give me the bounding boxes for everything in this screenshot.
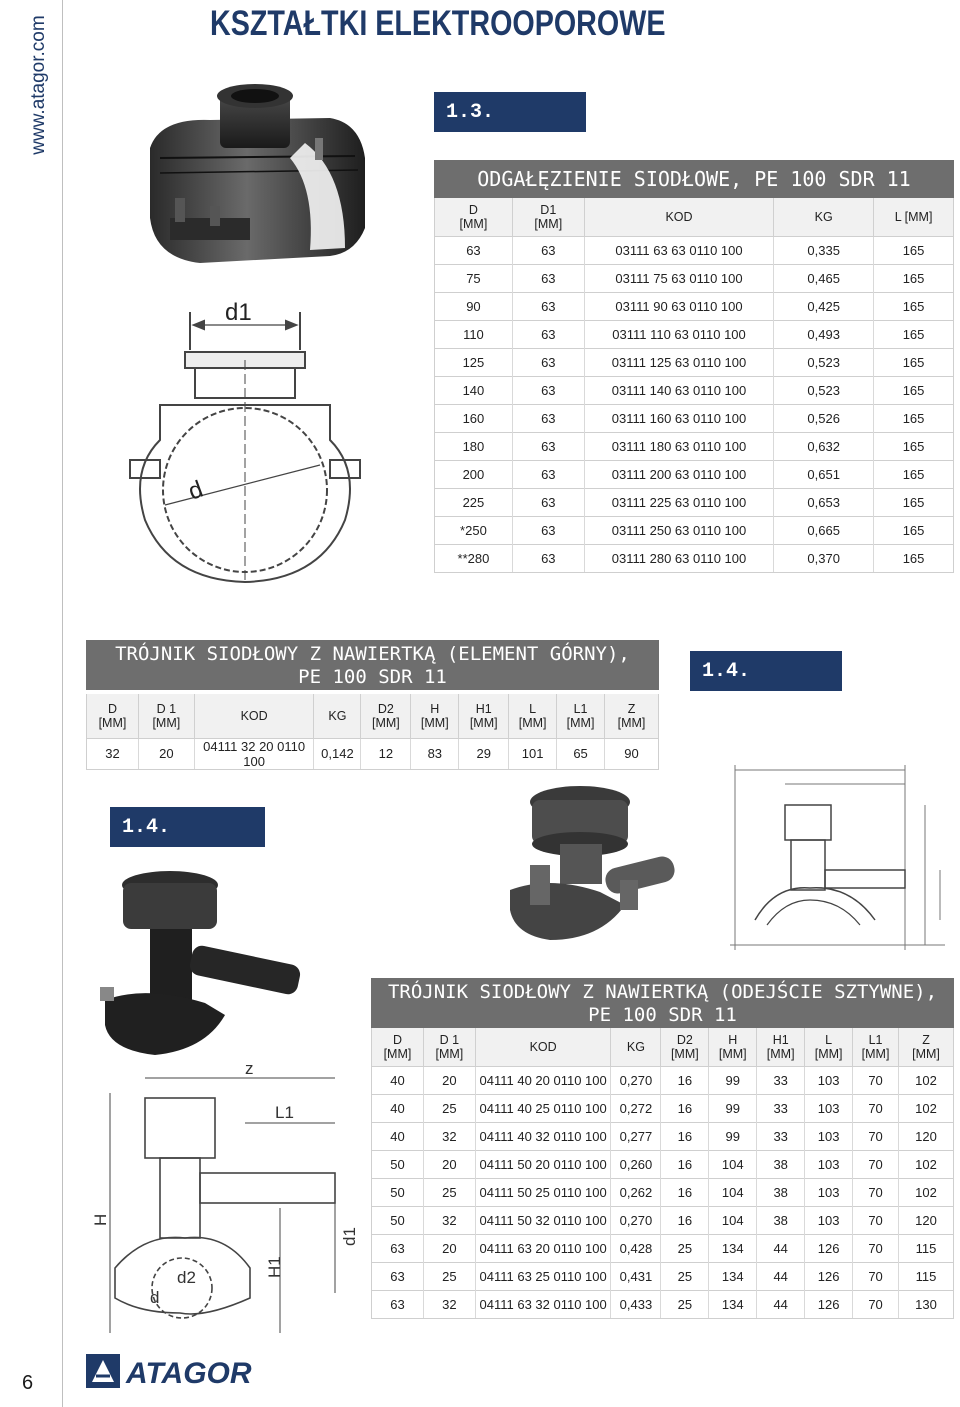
table-row [435, 320, 954, 348]
table-cell: 70 [853, 1290, 899, 1318]
table-cell: 0,493 [774, 320, 874, 348]
table-cell: 103 [805, 1150, 853, 1178]
table-row [435, 404, 954, 432]
table-row [435, 236, 954, 264]
table-cell: **280 [435, 544, 513, 572]
table-cell: 25 [661, 1290, 709, 1318]
column-header: D 1 [MM] [138, 694, 194, 738]
column-header: D 1 [MM] [423, 1028, 475, 1066]
table-row [372, 1122, 954, 1150]
table-cell: 0,425 [774, 292, 874, 320]
table-row [372, 1234, 954, 1262]
table-cell: 70 [853, 1234, 899, 1262]
table-cell: 126 [805, 1290, 853, 1318]
table-cell: 04111 50 20 0110 100 [475, 1150, 611, 1178]
table-cell: 0,270 [611, 1206, 661, 1234]
table-cell: 20 [423, 1234, 475, 1262]
table-cell: 50 [372, 1178, 424, 1206]
table-cell: 63 [512, 320, 584, 348]
table-cell: 103 [805, 1094, 853, 1122]
table-cell: 03111 225 63 0110 100 [584, 488, 774, 516]
table-cell: 04111 63 32 0110 100 [475, 1290, 611, 1318]
table-cell: 0,142 [314, 738, 361, 769]
section-title-1-4-upper-line1: TRÓJNIK SIODŁOWY Z NAWIERTKĄ (ELEMENT GÓRNY), [115, 643, 630, 665]
table-cell: 0,431 [611, 1262, 661, 1290]
table-cell: 70 [853, 1122, 899, 1150]
table-cell: 0,277 [611, 1122, 661, 1150]
table-cell: 83 [411, 738, 459, 769]
table-cell: 33 [757, 1094, 805, 1122]
page-number: 6 [22, 1372, 34, 1394]
table-cell: 165 [874, 432, 954, 460]
table-cell: 0,260 [611, 1150, 661, 1178]
tapping-tee-rigid-diagram [85, 1058, 375, 1348]
table-cell: 0,653 [774, 488, 874, 516]
table-cell: 120 [899, 1206, 954, 1234]
table-cell: 33 [757, 1066, 805, 1094]
table-cell: *250 [435, 516, 513, 544]
table-cell: 165 [874, 348, 954, 376]
column-header: H1 [MM] [757, 1028, 805, 1066]
table-cell: 200 [435, 460, 513, 488]
table-cell: 16 [661, 1150, 709, 1178]
table-cell: 63 [372, 1262, 424, 1290]
table-cell: 0,370 [774, 544, 874, 572]
table-cell: 180 [435, 432, 513, 460]
table-cell: 25 [661, 1234, 709, 1262]
table-cell: 63 [512, 376, 584, 404]
logo-text: ATAGOR [126, 1357, 252, 1390]
table-cell: 63 [512, 292, 584, 320]
table-row [435, 460, 954, 488]
table-row [435, 488, 954, 516]
margin-rule [62, 0, 63, 1407]
table-cell: 0,526 [774, 404, 874, 432]
table-cell: 44 [757, 1262, 805, 1290]
table-cell: 25 [423, 1262, 475, 1290]
tapping-tee-top-diagram [725, 760, 955, 960]
table-cell: 165 [874, 544, 954, 572]
page-title: KSZTAŁTKI ELEKTROOPOROWE [210, 4, 666, 43]
table-cell: 03111 140 63 0110 100 [584, 376, 774, 404]
section-title-1-3-text: ODGAŁĘZIENIE SIODŁOWE, PE 100 SDR 11 [477, 167, 911, 191]
table-row [435, 516, 954, 544]
table-cell: 44 [757, 1290, 805, 1318]
table-row [435, 544, 954, 572]
table-cell: 12 [361, 738, 411, 769]
table-cell: 103 [805, 1178, 853, 1206]
table-cell: 38 [757, 1206, 805, 1234]
table-cell: 16 [661, 1066, 709, 1094]
table-cell: 165 [874, 236, 954, 264]
table-cell: 25 [423, 1094, 475, 1122]
table-tapping-tee-top [86, 694, 659, 770]
table-cell: 0,335 [774, 236, 874, 264]
table-cell: 104 [709, 1150, 757, 1178]
table-cell: 03111 110 63 0110 100 [584, 320, 774, 348]
table-cell: 32 [423, 1122, 475, 1150]
table-cell: 38 [757, 1150, 805, 1178]
column-header: KG [774, 198, 874, 236]
column-header: KOD [475, 1028, 611, 1066]
table-cell: 65 [557, 738, 605, 769]
table-cell: 165 [874, 488, 954, 516]
table-cell: 110 [435, 320, 513, 348]
table-cell: 99 [709, 1094, 757, 1122]
table-cell: 103 [805, 1122, 853, 1150]
table-cell: 165 [874, 516, 954, 544]
table-cell: 99 [709, 1066, 757, 1094]
label-d1-rigid: d1 [340, 1227, 359, 1246]
label-d1: d1 [225, 299, 252, 326]
table-cell: 102 [899, 1178, 954, 1206]
table-cell: 0,428 [611, 1234, 661, 1262]
table-cell: 63 [512, 236, 584, 264]
table-cell: 70 [853, 1262, 899, 1290]
table-cell: 126 [805, 1234, 853, 1262]
table-row [435, 376, 954, 404]
table-cell: 25 [661, 1262, 709, 1290]
table-cell: 70 [853, 1178, 899, 1206]
column-header: KOD [584, 198, 774, 236]
table-cell: 165 [874, 404, 954, 432]
table-cell: 165 [874, 320, 954, 348]
table-header-row [372, 1028, 954, 1066]
column-header: H1 [MM] [459, 694, 509, 738]
table-row [435, 264, 954, 292]
side-url-text[interactable]: www.atagor.com [28, 15, 49, 155]
table-cell: 134 [709, 1262, 757, 1290]
column-header: H [MM] [411, 694, 459, 738]
table-cell: 99 [709, 1122, 757, 1150]
table-cell: 63 [512, 348, 584, 376]
table-cell: 38 [757, 1178, 805, 1206]
table-cell: 50 [372, 1206, 424, 1234]
table-cell: 63 [512, 460, 584, 488]
table-row [435, 348, 954, 376]
table-cell: 134 [709, 1290, 757, 1318]
table-cell: 0,465 [774, 264, 874, 292]
table-cell: 0,665 [774, 516, 874, 544]
column-header: KG [314, 694, 361, 738]
table-cell: 20 [423, 1066, 475, 1094]
tapping-tee-rigid-photo [95, 865, 335, 1060]
table-cell: 03111 90 63 0110 100 [584, 292, 774, 320]
table-header-row [87, 694, 659, 738]
table-cell: 101 [509, 738, 557, 769]
table-cell: 160 [435, 404, 513, 432]
label-h1: H1 [265, 1256, 284, 1278]
table-cell: 75 [435, 264, 513, 292]
table-cell: 165 [874, 376, 954, 404]
label-d-rigid: d [150, 1288, 160, 1307]
table-cell: 03111 180 63 0110 100 [584, 432, 774, 460]
table-cell: 0,270 [611, 1066, 661, 1094]
table-cell: 04111 50 25 0110 100 [475, 1178, 611, 1206]
table-cell: 165 [874, 460, 954, 488]
table-cell: 16 [661, 1178, 709, 1206]
table-cell: 50 [372, 1150, 424, 1178]
section-badge-1-4-a: 1.4. [690, 651, 842, 691]
label-d2: d2 [177, 1268, 196, 1287]
table-row [372, 1206, 954, 1234]
section-badge-1-4-b: 1.4. [110, 807, 265, 847]
table-cell: 04111 32 20 0110 100 [194, 738, 314, 769]
column-header: L [MM] [874, 198, 954, 236]
column-header: H [MM] [709, 1028, 757, 1066]
table-cell: 03111 75 63 0110 100 [584, 264, 774, 292]
table-cell: 0,651 [774, 460, 874, 488]
table-cell: 90 [435, 292, 513, 320]
table-header-row [435, 198, 954, 236]
table-cell: 126 [805, 1262, 853, 1290]
table-cell: 165 [874, 264, 954, 292]
saddle-fitting-photo [130, 78, 370, 278]
table-cell: 0,632 [774, 432, 874, 460]
saddle-fitting-diagram [120, 290, 370, 590]
table-cell: 16 [661, 1094, 709, 1122]
column-header: L [MM] [805, 1028, 853, 1066]
table-cell: 63 [512, 516, 584, 544]
column-header: D1 [MM] [512, 198, 584, 236]
column-header: KG [611, 1028, 661, 1066]
tapping-tee-top-photo [490, 780, 720, 950]
table-cell: 134 [709, 1234, 757, 1262]
table-cell: 03111 200 63 0110 100 [584, 460, 774, 488]
table-cell: 104 [709, 1206, 757, 1234]
column-header: L1 [MM] [557, 694, 605, 738]
column-header: D2 [MM] [361, 694, 411, 738]
section-title-1-4-upper [86, 640, 659, 690]
table-cell: 04111 63 25 0110 100 [475, 1262, 611, 1290]
table-cell: 44 [757, 1234, 805, 1262]
table-cell: 04111 50 32 0110 100 [475, 1206, 611, 1234]
table-cell: 130 [899, 1290, 954, 1318]
table-cell: 16 [661, 1122, 709, 1150]
column-header: Z [MM] [605, 694, 659, 738]
table-cell: 04111 40 32 0110 100 [475, 1122, 611, 1150]
section-title-1-4-rigid-line1: TRÓJNIK SIODŁOWY Z NAWIERTKĄ (ODEJŚCIE SZTYWNE), [387, 981, 938, 1003]
column-header: D2 [MM] [661, 1028, 709, 1066]
table-cell: 29 [459, 738, 509, 769]
label-l1: L1 [275, 1103, 294, 1122]
table-cell: 63 [512, 264, 584, 292]
column-header: D [MM] [87, 694, 139, 738]
column-header: KOD [194, 694, 314, 738]
table-cell: 70 [853, 1206, 899, 1234]
table-row [435, 292, 954, 320]
table-cell: 102 [899, 1094, 954, 1122]
table-cell: 0,433 [611, 1290, 661, 1318]
table-cell: 102 [899, 1066, 954, 1094]
atagor-logo[interactable] [86, 1352, 300, 1392]
table-cell: 03111 280 63 0110 100 [584, 544, 774, 572]
table-cell: 103 [805, 1206, 853, 1234]
table-cell: 115 [899, 1234, 954, 1262]
column-header: Z [MM] [899, 1028, 954, 1066]
section-badge-1-3: 1.3. [434, 92, 586, 132]
column-header: D [MM] [435, 198, 513, 236]
table-row [435, 432, 954, 460]
table-cell: 125 [435, 348, 513, 376]
table-cell: 33 [757, 1122, 805, 1150]
section-title-1-4-rigid-line2: PE 100 SDR 11 [588, 1004, 737, 1026]
table-cell: 32 [423, 1290, 475, 1318]
table-cell: 0,262 [611, 1178, 661, 1206]
table-cell: 40 [372, 1066, 424, 1094]
table-cell: 120 [899, 1122, 954, 1150]
table-row [372, 1290, 954, 1318]
table-cell: 70 [853, 1150, 899, 1178]
table-cell: 25 [423, 1178, 475, 1206]
column-header: D [MM] [372, 1028, 424, 1066]
table-cell: 32 [87, 738, 139, 769]
table-cell: 32 [423, 1206, 475, 1234]
table-cell: 04111 63 20 0110 100 [475, 1234, 611, 1262]
column-header: L [MM] [509, 694, 557, 738]
table-cell: 03111 250 63 0110 100 [584, 516, 774, 544]
table-cell: 140 [435, 376, 513, 404]
section-title-1-3 [434, 160, 954, 198]
table-row [372, 1178, 954, 1206]
table-cell: 70 [853, 1094, 899, 1122]
table-tapping-tee-rigid [371, 1028, 954, 1319]
table-cell: 63 [372, 1290, 424, 1318]
table-cell: 115 [899, 1262, 954, 1290]
table-cell: 03111 125 63 0110 100 [584, 348, 774, 376]
side-url[interactable] [14, 0, 64, 170]
table-cell: 20 [423, 1150, 475, 1178]
table-row [372, 1066, 954, 1094]
label-d: d [184, 475, 207, 506]
table-cell: 40 [372, 1094, 424, 1122]
table-row [87, 738, 659, 769]
table-cell: 103 [805, 1066, 853, 1094]
table-saddle-branch [434, 198, 954, 573]
section-title-1-4-rigid [371, 978, 954, 1028]
table-cell: 16 [661, 1206, 709, 1234]
table-cell: 0,523 [774, 376, 874, 404]
table-cell: 225 [435, 488, 513, 516]
table-cell: 40 [372, 1122, 424, 1150]
table-cell: 04111 40 20 0110 100 [475, 1066, 611, 1094]
table-cell: 63 [435, 236, 513, 264]
table-cell: 63 [512, 544, 584, 572]
table-cell: 165 [874, 292, 954, 320]
table-cell: 63 [372, 1234, 424, 1262]
table-cell: 03111 160 63 0110 100 [584, 404, 774, 432]
table-cell: 04111 40 25 0110 100 [475, 1094, 611, 1122]
table-cell: 0,272 [611, 1094, 661, 1122]
column-header: L1 [MM] [853, 1028, 899, 1066]
label-z: z [245, 1059, 254, 1078]
table-cell: 63 [512, 488, 584, 516]
table-cell: 03111 63 63 0110 100 [584, 236, 774, 264]
table-cell: 90 [605, 738, 659, 769]
table-row [372, 1262, 954, 1290]
table-cell: 70 [853, 1066, 899, 1094]
section-title-1-4-upper-line2: PE 100 SDR 11 [298, 666, 447, 688]
table-cell: 0,523 [774, 348, 874, 376]
table-cell: 104 [709, 1178, 757, 1206]
table-cell: 63 [512, 432, 584, 460]
table-row [372, 1094, 954, 1122]
table-cell: 20 [138, 738, 194, 769]
table-row [372, 1150, 954, 1178]
table-cell: 63 [512, 404, 584, 432]
table-cell: 102 [899, 1150, 954, 1178]
label-h: H [91, 1213, 110, 1226]
